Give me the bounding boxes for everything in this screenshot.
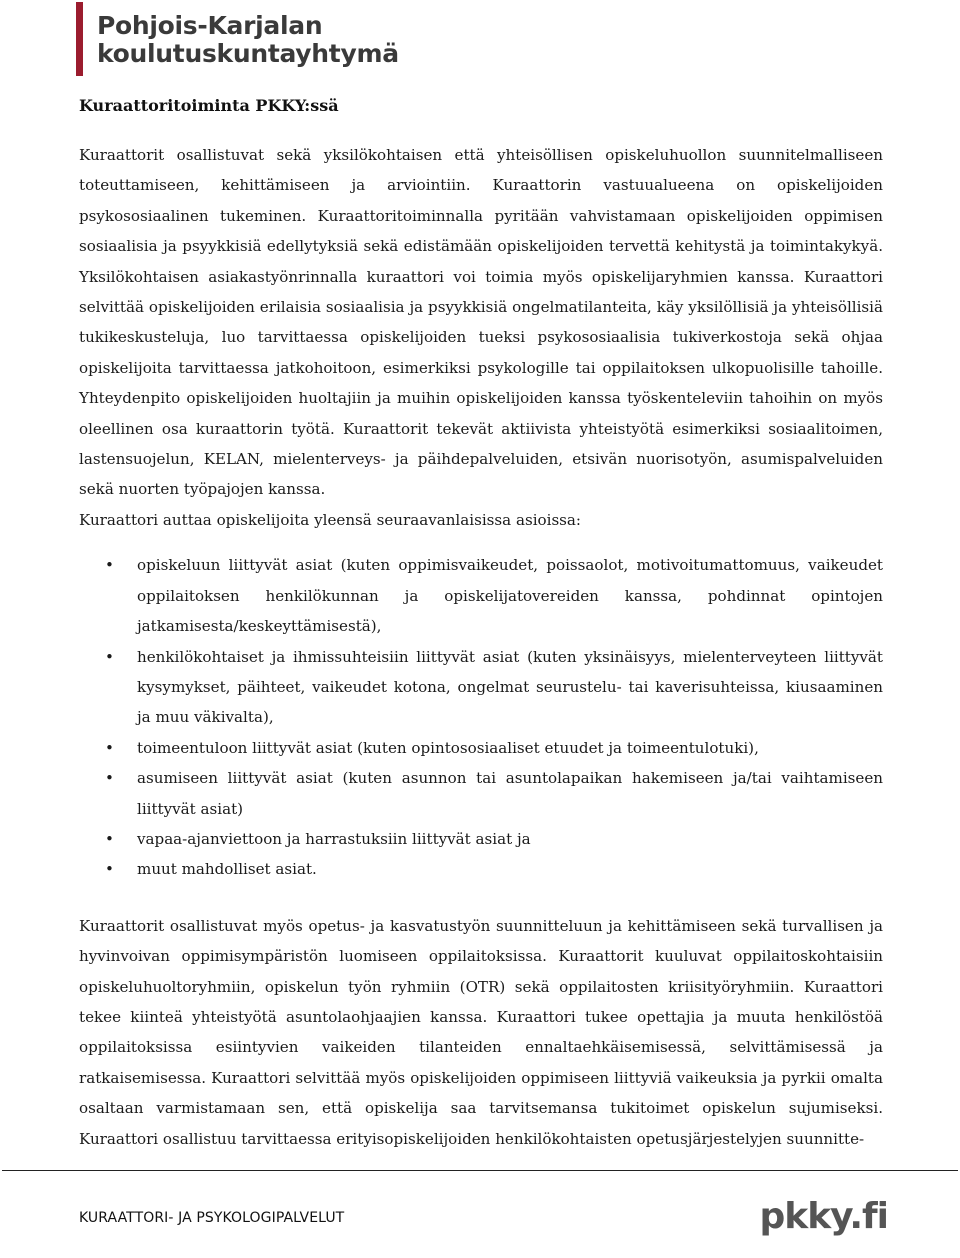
logo-accent-bar: [76, 2, 83, 76]
bullet-icon: •: [105, 556, 114, 575]
logo-text: [97, 2, 399, 78]
document-body: [79, 90, 883, 1154]
list-item: [79, 550, 883, 641]
logo-line-2: koulutuskuntayhtymä: [97, 39, 399, 68]
list-item-text: toimeentuloon liittyvät asiat (kuten opintososiaaliset etuudet ja toimeentulotuki),: [137, 738, 759, 757]
document-title: Kuraattoritoiminta PKKY:ssä: [79, 96, 339, 115]
list-item-text: muut mahdolliset asiat.: [137, 860, 317, 879]
list-item: [79, 733, 883, 763]
list-item-text: asumiseen liittyvät asiat (kuten asunnon tai asuntolapaikan hakemiseen ja/tai vaihtamiseen liittyvät asiat): [137, 769, 883, 818]
bullet-icon: •: [105, 829, 114, 848]
intro-line: Kuraattori auttaa opiskelijoita yleensä seuraavanlaisissa asioissa:: [79, 510, 582, 529]
list-item-text: vapaa-ajanviettoon ja harrastuksiin liittyvät asiat ja: [137, 829, 531, 848]
topic-list: [79, 550, 883, 884]
paragraph-1: Kuraattorit osallistuvat sekä yksilökohtaisen että yhteisöllisen opiskeluhuollon suunnitelmalliseen toteuttamiseen, kehittämiseen ja arviointiin. Kuraattorin vastuualueena on opiskelijoiden psykososiaalinen tukeminen. Kuraattoritoiminnalla pyritään vahvistamaan opiskelijoiden oppimisen sosiaalisia ja psyykkisiä edellytyksiä sekä edistämään opiskelijoiden tervettä kehitystä ja toimintakykyä. Yksilökohtaisen asiakastyönrinnalla kuraattori voi toimia myös opiskelijaryhmien kanssa. Kuraattori selvittää opiskelijoiden erilaisia sosiaalisia ja psyykkisiä ongelmatilanteita, käy yksilöllisiä ja yhteisöllisiä tukikeskusteluja, luo tarvittaessa opiskelijoiden tueksi psykososiaalisia tukiverkostoja sekä ohjaa opiskelijoita tarvittaessa jatkohoitoon, esimerkiksi psykologille tai oppilaitoksen ulkopuolisille tahoille. Yhteydenpito opiskelijoiden huoltajiin ja muihin opiskelijoiden kanssa työskenteleviin tahoihin on myös oleellinen osa kuraattorin työtä. Kuraattorit tekevät aktiivista yhteistyötä esimerkiksi sosiaalitoimen, lastensuojelun, KELAN, mielenterveys- ja päihdepalveluiden, etsivän nuorisotyön, asumispalveluiden sekä nuorten työpajojen kanssa.: [79, 146, 883, 499]
bullet-icon: •: [105, 647, 114, 666]
footer-section-label: KURAATTORI- JA PSYKOLOGIPALVELUT: [79, 1210, 345, 1226]
list-item-text: henkilökohtaiset ja ihmissuhteisiin liittyvät asiat (kuten yksinäisyys, mielenterveyteen liittyvät kysymykset, päihteet, vaikeudet kotona, ongelmat seurustelu- tai kaverisuhteissa, kiusaaminen ja muu väkivalta),: [137, 647, 883, 727]
bullet-icon: •: [105, 860, 114, 879]
bullet-icon: •: [105, 738, 114, 757]
bullet-icon: •: [105, 769, 114, 788]
footer-website-logo: pkky.fi: [759, 1196, 888, 1237]
list-item: [79, 854, 883, 884]
paragraph-2: Kuraattorit osallistuvat myös opetus- ja kasvatustyön suunnitteluun ja kehittämiseen sekä turvallisen ja hyvinvoivan oppimisympäristön luomiseen oppilaitoksissa. Kuraattorit kuuluvat oppilaitoskohtaisiin opiskeluhuoltoryhmiin, opiskelun työn ryhmiin (OTR) sekä oppilaitosten kriisityöryhmiin. Kuraattori tekee kiinteä yhteistyötä asuntolaohjaajien kanssa. Kuraattori tukee opettajia ja muuta henkilöstöä oppilaitoksissa esiintyvien vaikeiden tilanteiden ennaltaehkäisemisessä, selvittämisessä ja ratkaisemisessa. Kuraattori selvittää myös opiskelijoiden oppimiseen liittyviä vaikeuksia ja pyrkii omalta osaltaan varmistamaan sen, että opiskelija saa tarvitsemansa tukitoimet opiskelun sujumiseksi. Kuraattori osallistuu tarvittaessa erityisopiskelijoiden henkilökohtaisten opetusjärjestelyjen suunnitte-: [79, 916, 883, 1148]
list-item: [79, 763, 883, 824]
list-item: [79, 824, 883, 854]
organization-logo: [76, 2, 399, 78]
list-item-text: opiskeluun liittyvät asiat (kuten oppimisvaikeudet, poissaolot, motivoitumattomuus, vaikeudet oppilaitoksen henkilökunnan ja opiskelijatovereiden kanssa, pohdinnat opintojen jatkamisesta/keskeyttämisestä),: [137, 556, 883, 636]
logo-line-1: Pohjois-Karjalan: [97, 11, 323, 40]
footer-divider: [2, 1170, 958, 1171]
list-item: [79, 642, 883, 733]
